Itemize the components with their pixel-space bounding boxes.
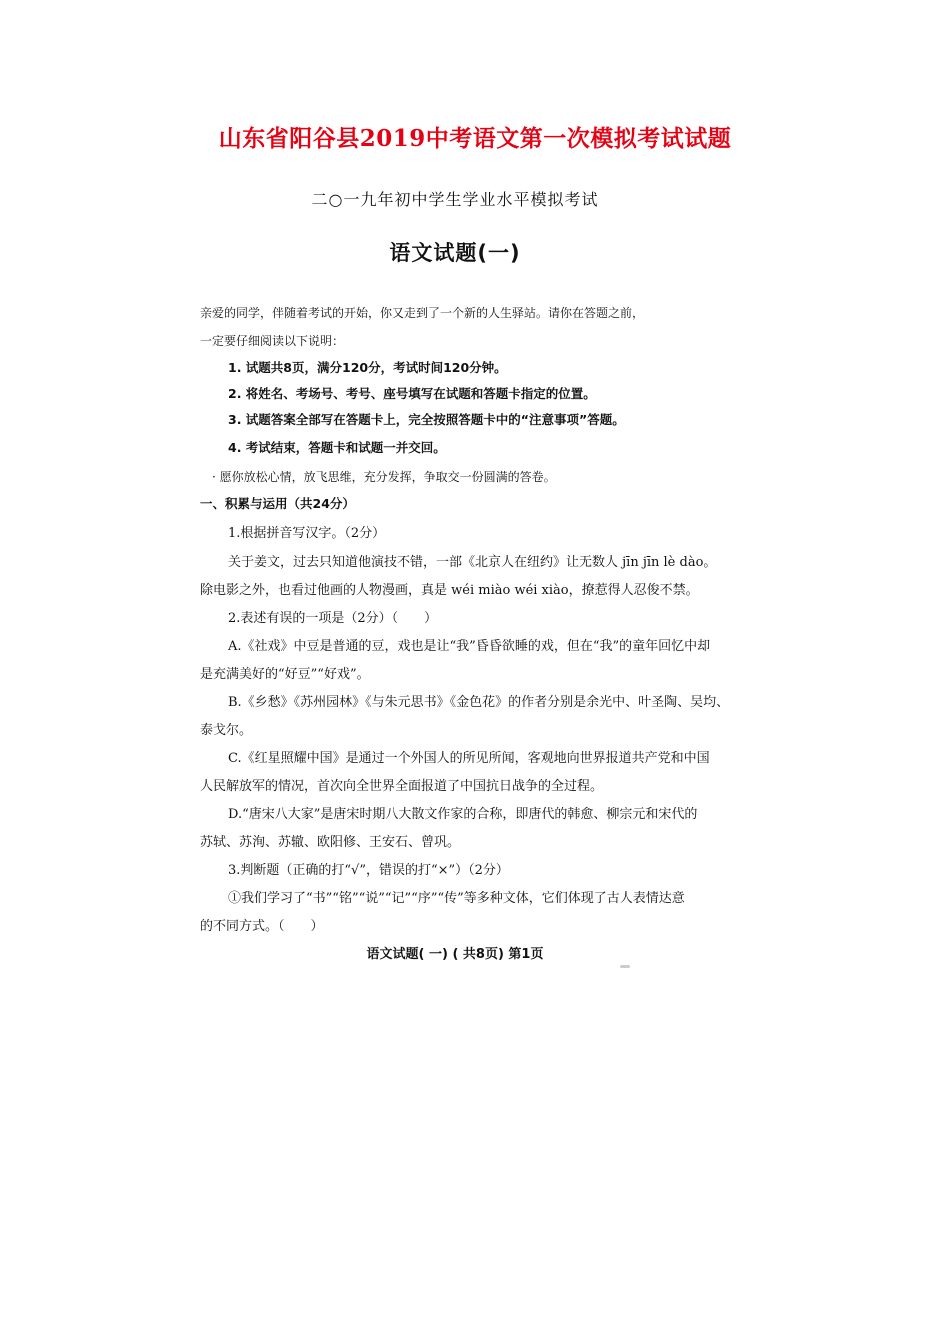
- question-2: 2.表述有误的一项是（2分）（ ）: [228, 611, 438, 626]
- question-3: 3.判断题（正确的打“√”，错误的打“×”）（2分）: [228, 863, 509, 878]
- option-b: B.《乡愁》《苏州园林》《与朱元思书》《金色花》的作者分别是余光中、叶圣陶、吴均、: [228, 695, 730, 710]
- rule-item: 2. 将姓名、考场号、考号、座号填写在试题和答题卡指定的位置。: [228, 386, 596, 401]
- judgement-item: ①我们学习了“书”“铭”“说”“记”“序”“传”等多种文体，它们体现了古人表情达意: [228, 891, 685, 906]
- rule-item: 3. 试题答案全部写在答题卡上，完全按照答题卡中的“注意事项”答题。: [228, 412, 625, 427]
- option-c: C.《红星照耀中国》是通过一个外国人的所见所闻，客观地向世界报道共产党和中国: [228, 751, 710, 766]
- option-c-cont: 人民解放军的情况，首次向全世界全面报道了中国抗日战争的全过程。: [200, 779, 604, 794]
- option-a: A.《社戏》中豆是普通的豆，戏也是让“我”昏昏欲睡的戏，但在“我”的童年回忆中却: [228, 639, 711, 654]
- intro-line: 亲爱的同学，伴随着考试的开始，你又走到了一个新的人生驿站。请你在答题之前，: [200, 306, 645, 320]
- document-title: 山东省阳谷县2019中考语文第一次模拟考试试题: [218, 125, 732, 152]
- exam-subtitle: 二○一九年初中学生学业水平模拟考试: [311, 190, 599, 209]
- wish-line: · 愿你放松心情，放飞思维，充分发挥，争取交一份圆满的答卷。: [212, 470, 556, 484]
- question-text: 除电影之外，也看过他画的人物漫画，真是 wéi miào wéi xiào，撩惹得人忍俊不禁。: [200, 583, 699, 598]
- section-heading: 一、积累与运用（共24分）: [200, 496, 355, 511]
- question-text: 关于姜文，过去只知道他演技不错，一部《北京人在纽约》让无数人 jīn jīn lè dào。: [228, 555, 717, 570]
- rule-item: 4. 考试结束，答题卡和试题一并交回。: [228, 440, 446, 455]
- judgement-item-cont: 的不同方式。（ ）: [200, 919, 324, 934]
- option-b-cont: 泰戈尔。: [200, 723, 253, 738]
- page-footer: 语文试题( 一) ( 共8页) 第1页: [366, 947, 544, 962]
- scan-speck: [620, 965, 630, 968]
- intro-line: 一定要仔细阅读以下说明：: [200, 334, 345, 348]
- rule-item: 1. 试题共8页，满分120分，考试时间120分钟。: [228, 360, 507, 375]
- option-d: D.“唐宋八大家”是唐宋时期八大散文作家的合称，即唐代的韩愈、柳宗元和宋代的: [228, 807, 698, 822]
- question-1: 1.根据拼音写汉字。（2分）: [228, 526, 386, 541]
- option-d-cont: 苏轼、苏洵、苏辙、欧阳修、王安石、曾巩。: [200, 835, 461, 850]
- scanned-exam-page: [170, 175, 740, 975]
- paper-title: 语文试题(一): [389, 241, 521, 265]
- option-a-cont: 是充满美好的“好豆”“好戏”。: [200, 667, 370, 682]
